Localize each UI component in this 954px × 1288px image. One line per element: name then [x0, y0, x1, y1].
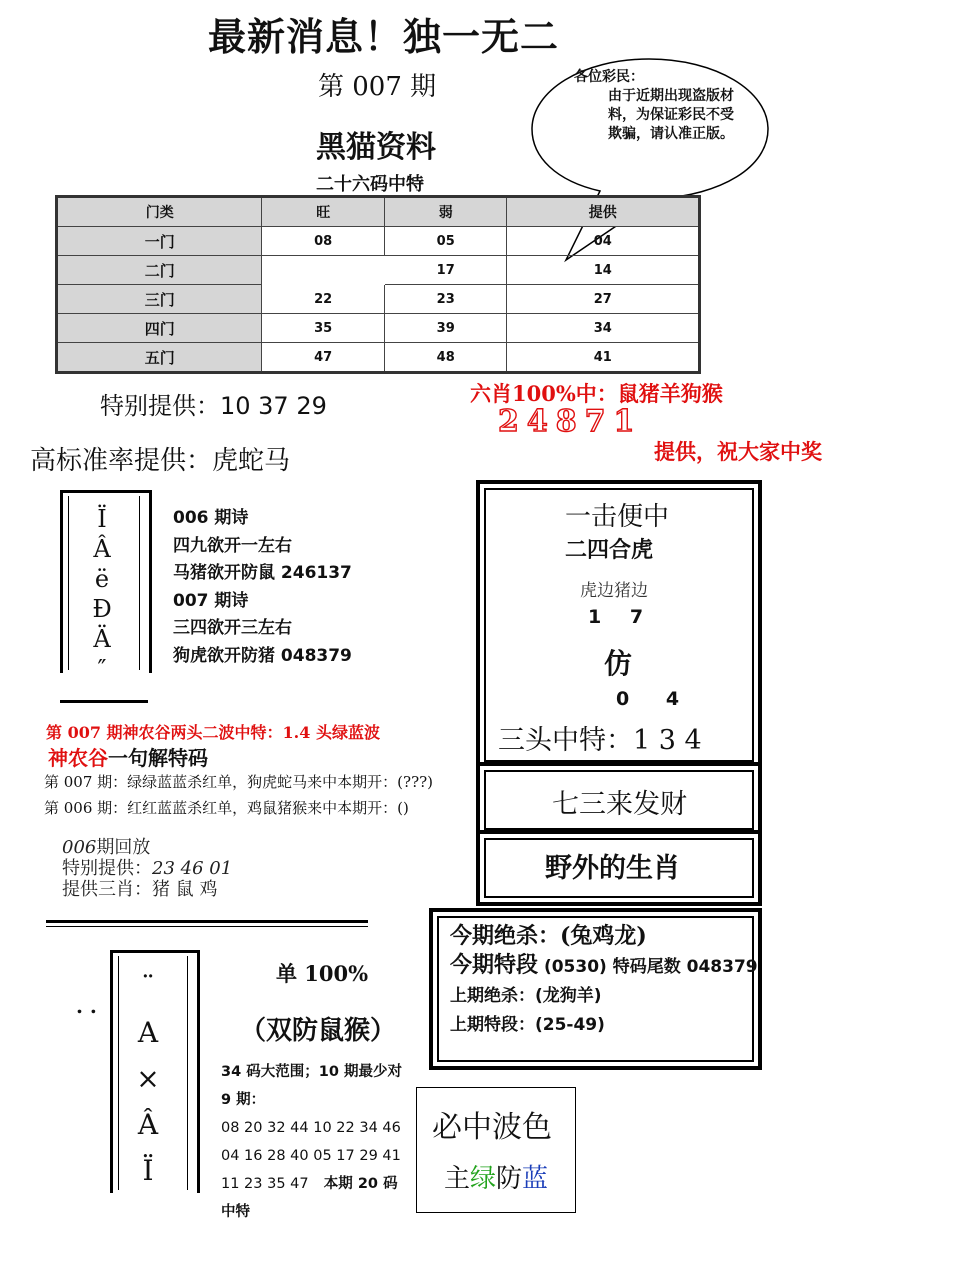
poem-line: 狗虎欲开防猪 048379: [173, 645, 352, 666]
table-cell: 04: [507, 227, 700, 256]
bubble-text: [574, 68, 734, 152]
six-zodiac-wish: 提供，祝大家中奖: [654, 439, 822, 464]
table-header-cell: 提供: [507, 197, 700, 227]
scroll-glyphs-2: [130, 964, 166, 1194]
number-table: [55, 195, 701, 374]
hit-box-numbers: 1 7: [588, 606, 644, 628]
document-name: 黑猫资料: [316, 130, 436, 165]
fortune-text: 七三来发财: [552, 789, 687, 820]
wave-line: 第 007 期神农谷两头二波中特：1.4 头绿蓝波: [46, 723, 380, 742]
special-offer: 特别提供：10 37 29: [100, 392, 327, 420]
table-cell: 22: [262, 285, 385, 314]
review-issue: 006: [62, 837, 97, 858]
scroll-glyph: ×: [136, 1062, 160, 1095]
wave-color-title: 必中波色: [432, 1110, 552, 1145]
record-line: 第 007 期：绿绿蓝蓝杀红单，狗虎蛇马来中本期开：(???): [44, 773, 433, 791]
table-row: [57, 227, 700, 256]
table-cell: 47: [262, 343, 385, 373]
table-cell: 14: [507, 256, 700, 285]
scroll-glyph: ë: [94, 565, 110, 593]
table-header-cell: 弱: [384, 197, 507, 227]
wave-fang: 防: [496, 1164, 523, 1194]
shennong-heading: [48, 742, 208, 771]
range-heading: 34 码大范围；10 期最少对 9 期：: [221, 1064, 402, 1108]
wave-color-main: [444, 1158, 548, 1195]
six-zodiac-line: 六肖100%中：鼠猪羊狗猴: [470, 381, 723, 406]
bubble-greeting: 各位彩民：: [574, 69, 644, 85]
shennong-black: 一句解特码: [108, 746, 208, 770]
table-cell: 05: [384, 227, 507, 256]
table-cell: 08: [262, 227, 385, 256]
range-block: [221, 1058, 411, 1226]
range-nums: 08 20 32 44 10 22 34 46: [221, 1120, 401, 1136]
table-header-row: [57, 197, 700, 227]
range-tail: 本期 20 码中特: [221, 1176, 398, 1220]
table-cell: 四门: [57, 314, 262, 343]
wave-main-label: 主: [444, 1164, 471, 1194]
dots: . .: [76, 994, 97, 1018]
table-cell: 17: [384, 256, 507, 285]
scroll-glyph: Â: [93, 535, 111, 563]
kill-text: [450, 922, 758, 1040]
wave-green: 绿: [470, 1164, 497, 1194]
issue-number: 第 007 期: [318, 72, 437, 102]
poem-line: 007 期诗: [173, 590, 249, 611]
record-line: 第 006 期：红红蓝蓝杀红单，鸡鼠猪猴来中本期开：(): [44, 799, 409, 817]
scroll-bottom-rule: [60, 700, 148, 703]
table-row: [57, 285, 700, 314]
high-rate-offer: 高标准率提供：虎蛇马: [30, 446, 291, 476]
scroll-glyph: ¨: [141, 970, 155, 1003]
review-special-label: 特别提供：: [62, 858, 152, 879]
range-nums: 11 23 35 47: [221, 1176, 309, 1192]
review-three-zodiac: 提供三肖：猪 鼠 鸡: [62, 879, 218, 900]
hit-box-side: 虎边猪边: [580, 581, 648, 601]
table-cell: 二门: [57, 256, 262, 285]
table-row: [57, 343, 700, 373]
review-issue-suffix: 期回放: [96, 837, 151, 858]
table-cell: 34: [507, 314, 700, 343]
poem-line: 006 期诗: [173, 508, 249, 528]
wild-text: 野外的生肖: [545, 853, 680, 884]
table-cell: 35: [262, 314, 385, 343]
poem-block: [173, 505, 352, 670]
three-heads: 三头中特：1 3 4: [498, 725, 702, 756]
poem-line: 三四欲开三左右: [173, 618, 292, 638]
kill-line-b: (0530) 特码尾数 048379: [543, 957, 758, 977]
table-cell: 27: [507, 285, 700, 314]
table-row: [57, 314, 700, 343]
kill-line-a: 今期特段: [450, 952, 539, 978]
poem-line: 四九欲开一左右: [173, 535, 292, 556]
wave-blue: 蓝: [522, 1164, 549, 1194]
kill-line: 上期绝杀：(龙狗羊): [450, 986, 602, 1006]
scroll-glyph: Â: [137, 1108, 159, 1141]
table-cell: 一门: [57, 227, 262, 256]
bubble-body: 由于近期出现盗版材料，为保证彩民不受欺骗，请认准正版。: [608, 88, 734, 142]
shennong-red: 神农谷: [48, 746, 108, 770]
divider: [46, 920, 368, 927]
scroll-glyphs: [82, 504, 122, 684]
table-cell: 39: [384, 314, 507, 343]
table-cell: [262, 256, 385, 285]
poem-line: 马猪欲开防鼠 246137: [173, 563, 352, 583]
double-label: （双防鼠猴）: [240, 1016, 397, 1046]
hit-box-numbers-2: 0 4: [616, 688, 680, 710]
table-cell: 五门: [57, 343, 262, 373]
table-cell: 48: [384, 343, 507, 373]
page-title: 最新消息！独一无二: [208, 14, 560, 59]
table-cell: 41: [507, 343, 700, 373]
table-cell: 23: [384, 285, 507, 314]
scroll-glyph: Ï: [142, 1154, 154, 1187]
kill-line: 今期绝杀：(兔鸡龙): [450, 923, 647, 949]
hit-box-subtitle: 二四合虎: [565, 537, 654, 563]
hit-box-fang: 仿: [604, 647, 633, 680]
range-nums: 04 16 28 40 05 17 29 41: [221, 1148, 401, 1164]
single-label: 单 100%: [276, 961, 369, 986]
scroll-glyph: Ä: [93, 625, 111, 653]
scroll-glyph: ″: [97, 655, 107, 683]
table-row: [57, 256, 700, 285]
table-cell: 三门: [57, 285, 262, 314]
scroll-glyph: Ð: [92, 595, 112, 623]
review-special-nums: 23 46 01: [152, 858, 233, 879]
scroll-glyph: A: [137, 1016, 159, 1049]
hit-box-title: 一击便中: [565, 502, 670, 532]
subtitle: 二十六码中特: [316, 174, 424, 195]
table-header-cell: 旺: [262, 197, 385, 227]
scroll-glyph: Ï: [97, 505, 107, 533]
review-block: [62, 837, 232, 900]
six-zodiac-number: 24871: [498, 404, 643, 439]
table-header-cell: 门类: [57, 197, 262, 227]
kill-line: 上期特段：(25-49): [450, 1015, 605, 1035]
